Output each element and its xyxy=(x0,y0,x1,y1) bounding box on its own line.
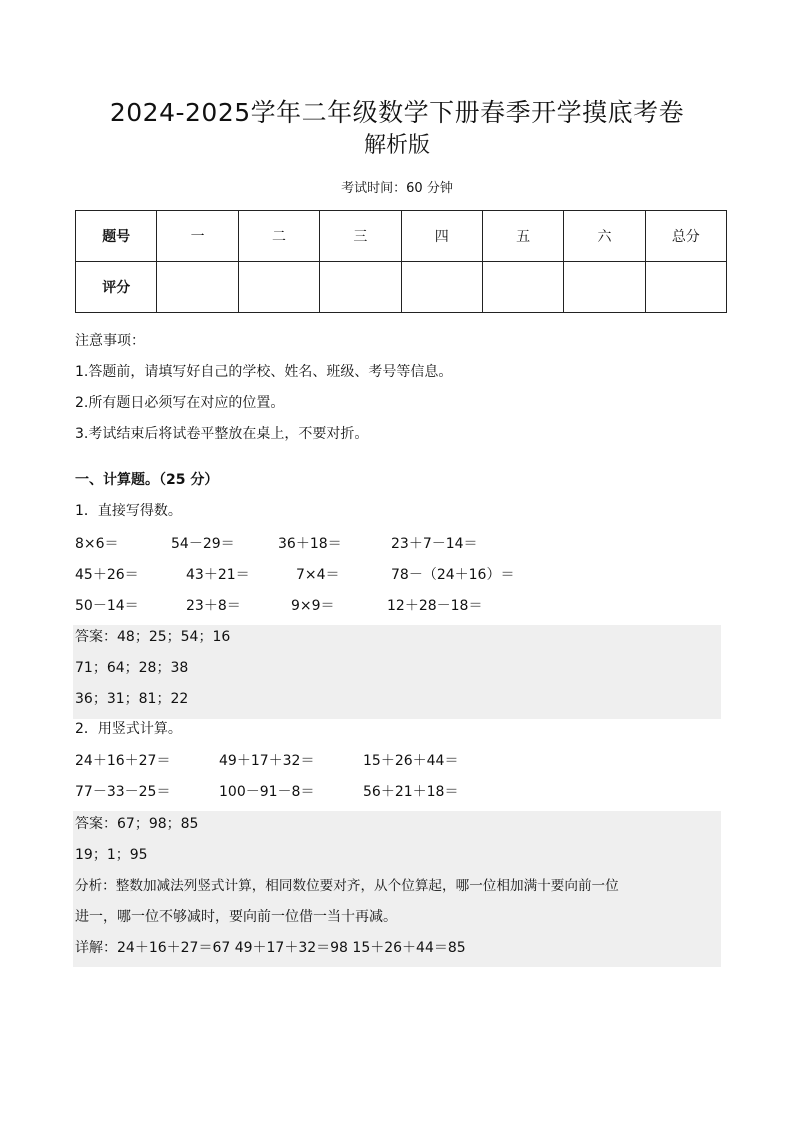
problem: 7×4＝ xyxy=(296,567,340,583)
problem: 43＋21＝ xyxy=(186,567,250,583)
problem: 100－91－8＝ xyxy=(219,784,315,800)
score-input-cell[interactable] xyxy=(645,262,726,313)
score-input-cell[interactable] xyxy=(157,262,238,313)
answer-box xyxy=(73,625,721,719)
score-input-cell[interactable] xyxy=(482,262,563,313)
score-table-header-row xyxy=(76,211,727,262)
problem: 45＋26＝ xyxy=(75,567,139,583)
question-prompt: 2．用竖式计算。 xyxy=(75,721,182,737)
score-input-cell[interactable] xyxy=(401,262,482,313)
score-input-cell[interactable] xyxy=(320,262,401,313)
score-input-cell[interactable] xyxy=(238,262,319,313)
answer-box xyxy=(73,811,721,967)
score-cell: 一 xyxy=(157,211,238,262)
problem: 12＋28－18＝ xyxy=(387,598,483,614)
score-cell: 六 xyxy=(564,211,645,262)
problem: 9×9＝ xyxy=(291,598,335,614)
question-prompt: 1．直接写得数。 xyxy=(75,503,182,519)
problem: 8×6＝ xyxy=(75,536,119,552)
problem: 50－14＝ xyxy=(75,598,139,614)
problem: 49＋17＋32＝ xyxy=(219,753,315,769)
score-cell: 题号 xyxy=(76,211,157,262)
detail-line: 详解：24＋16＋27＝67 49＋17＋32＝98 15＋26＋44＝85 xyxy=(75,940,466,956)
answer-line: 答案：67；98；85 xyxy=(75,816,199,832)
problem: 77－33－25＝ xyxy=(75,784,171,800)
note-item: 1.答题前，请填写好自己的学校、姓名、班级、考号等信息。 xyxy=(75,364,453,380)
answer-line: 71；64；28；38 xyxy=(75,660,189,676)
problem: 23＋7－14＝ xyxy=(391,536,478,552)
analysis-line: 进一，哪一位不够减时，要向前一位借一当十再减。 xyxy=(75,909,397,925)
score-cell: 四 xyxy=(401,211,482,262)
score-cell: 评分 xyxy=(76,262,157,313)
analysis-line: 分析：整数加减法列竖式计算，相同数位要对齐，从个位算起，哪一位相加满十要向前一位 xyxy=(75,878,619,894)
score-cell: 三 xyxy=(320,211,401,262)
note-item: 3.考试结束后将试卷平整放在桌上，不要对折。 xyxy=(75,426,369,442)
problem: 54－29＝ xyxy=(171,536,235,552)
problem: 56＋21＋18＝ xyxy=(363,784,459,800)
score-cell: 总分 xyxy=(645,211,726,262)
score-table-grade-row xyxy=(76,262,727,313)
section-heading: 一、计算题。（25 分） xyxy=(75,472,219,488)
exam-time: 考试时间：60 分钟 xyxy=(341,181,453,196)
problem: 23＋8＝ xyxy=(186,598,241,614)
problem: 36＋18＝ xyxy=(278,536,342,552)
score-table xyxy=(75,210,727,313)
answer-line: 36；31；81；22 xyxy=(75,691,189,707)
score-input-cell[interactable] xyxy=(564,262,645,313)
problem: 15＋26＋44＝ xyxy=(363,753,459,769)
notes-heading: 注意事项： xyxy=(75,333,145,349)
answer-line: 19；1；95 xyxy=(75,847,148,863)
problem: 24＋16＋27＝ xyxy=(75,753,171,769)
answer-line: 答案：48；25；54；16 xyxy=(75,629,231,645)
score-cell: 二 xyxy=(238,211,319,262)
note-item: 2.所有题日必须写在对应的位置。 xyxy=(75,395,285,411)
exam-subtitle: 解析版 xyxy=(363,133,430,158)
score-cell: 五 xyxy=(482,211,563,262)
exam-title: 2024-2025学年二年级数学下册春季开学摸底考卷 xyxy=(109,98,685,127)
problem: 78－（24＋16）＝ xyxy=(391,567,515,583)
